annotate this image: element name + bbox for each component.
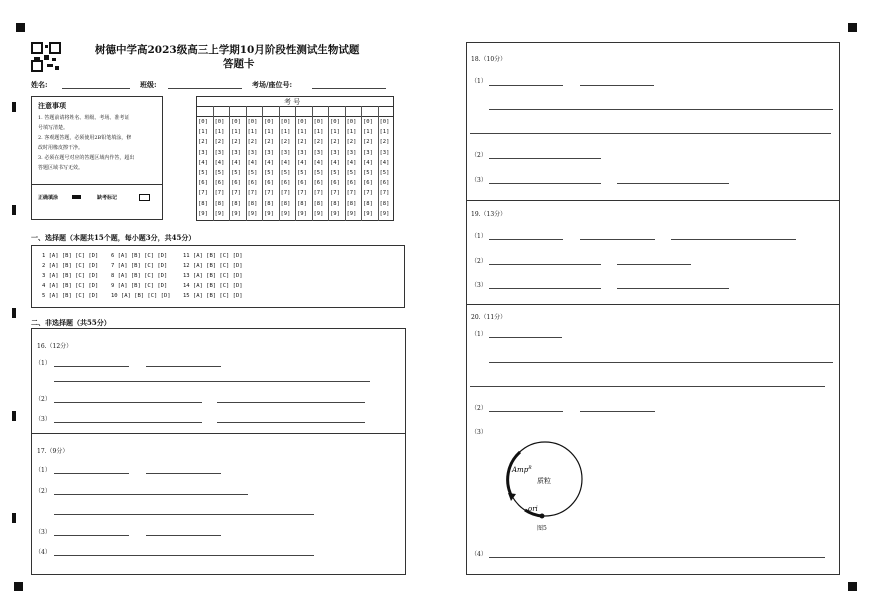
side-mark bbox=[12, 205, 16, 215]
exam-digit-bubble[interactable]: [9] bbox=[214, 210, 225, 217]
answer-line[interactable] bbox=[146, 366, 221, 367]
exam-digit-bubble[interactable]: [3] bbox=[231, 149, 241, 156]
exam-digit-bubble[interactable]: [0] bbox=[231, 119, 241, 125]
exam-digit-bubble[interactable]: [9] bbox=[231, 210, 241, 217]
exam-digit-bubble[interactable]: [8] bbox=[297, 200, 307, 207]
exam-digit-bubble[interactable]: [5] bbox=[330, 170, 340, 176]
exam-digit-bubble[interactable]: [0] bbox=[379, 119, 390, 125]
exam-digit-bubble[interactable]: [2] bbox=[214, 139, 225, 146]
exam-digit-bubble[interactable]: [4] bbox=[379, 159, 390, 166]
exam-digit-bubble[interactable]: [4] bbox=[198, 159, 208, 166]
section2-title: 二、非选择题（共55分） bbox=[31, 318, 111, 327]
grid-col-divider bbox=[345, 106, 346, 221]
exam-digit-bubble[interactable]: [8] bbox=[231, 200, 241, 207]
notice-line: 2. 客观题答题，必须使用2B铅笔填涂，修 bbox=[38, 135, 132, 141]
q17-part-label: （4） bbox=[35, 549, 51, 556]
answer-line[interactable] bbox=[54, 494, 248, 495]
exam-digit-bubble[interactable]: [9] bbox=[346, 210, 357, 217]
exam-digit-bubble[interactable]: [3] bbox=[313, 149, 324, 156]
answer-line[interactable] bbox=[54, 473, 129, 474]
ori-dot bbox=[540, 514, 545, 519]
exam-digit-bubble[interactable]: [8] bbox=[247, 200, 258, 207]
exam-digit-bubble[interactable]: [6] bbox=[363, 180, 373, 187]
q16-part-label: （2） bbox=[35, 396, 51, 403]
exam-digit-bubble[interactable]: [0] bbox=[297, 119, 307, 125]
answer-line[interactable] bbox=[489, 239, 563, 240]
exam-digit-bubble[interactable]: [2] bbox=[346, 139, 357, 146]
exam-digit-bubble[interactable]: [7] bbox=[280, 190, 291, 197]
exam-digit-bubble[interactable]: [2] bbox=[330, 139, 340, 146]
q17-part-label: （2） bbox=[35, 488, 51, 495]
exam-digit-bubble[interactable]: [4] bbox=[346, 159, 357, 166]
exam-digit-bubble[interactable]: [2] bbox=[297, 139, 307, 146]
exam-digit-bubble[interactable]: [1] bbox=[264, 129, 274, 136]
choice-row[interactable]: 2 [A] [B] [C] [D] bbox=[42, 263, 99, 269]
choice-row[interactable]: 11 [A] [B] [C] [D] bbox=[183, 253, 243, 259]
q18-part-label: （2） bbox=[471, 152, 487, 159]
exam-digit-bubble[interactable]: [7] bbox=[346, 190, 357, 197]
q20-part-label: （2） bbox=[471, 405, 487, 412]
plasmid-center-label: 质粒 bbox=[537, 477, 551, 485]
exam-digit-bubble[interactable]: [1] bbox=[346, 129, 357, 136]
divider bbox=[31, 433, 406, 434]
page-title: 树德中学高2023级高三上学期10月阶段性测试生物试题 bbox=[95, 44, 360, 56]
corner-mark bbox=[14, 582, 23, 591]
grid-col-divider bbox=[361, 106, 362, 221]
answer-line[interactable] bbox=[54, 514, 314, 515]
q18-part-label: （1） bbox=[471, 78, 487, 85]
side-mark bbox=[12, 102, 16, 112]
exam-digit-bubble[interactable]: [0] bbox=[214, 119, 225, 125]
q17-part-label: （1） bbox=[35, 467, 51, 474]
name-field[interactable] bbox=[62, 88, 130, 89]
answer-line[interactable] bbox=[489, 183, 601, 184]
answer-line[interactable] bbox=[217, 402, 365, 403]
exam-digit-bubble[interactable]: [1] bbox=[247, 129, 258, 136]
choice-row[interactable]: 9 [A] [B] [C] [D] bbox=[111, 283, 168, 289]
exam-digit-bubble[interactable]: [6] bbox=[313, 180, 324, 187]
q19-part-label: （1） bbox=[471, 233, 487, 240]
exam-digit-bubble[interactable]: [1] bbox=[297, 129, 307, 136]
exam-digit-bubble[interactable]: [1] bbox=[313, 129, 324, 136]
notice-line: 3. 必须在题号对应的答题区域内作答，超出 bbox=[38, 155, 135, 161]
grid-col-divider bbox=[279, 106, 280, 221]
grid-col-divider bbox=[229, 106, 230, 221]
exam-digit-bubble[interactable]: [5] bbox=[346, 170, 357, 176]
choice-row[interactable]: 3 [A] [B] [C] [D] bbox=[42, 273, 99, 279]
exam-digit-bubble[interactable]: [2] bbox=[313, 139, 324, 146]
exam-digit-bubble[interactable]: [6] bbox=[280, 180, 291, 187]
amp-arrow bbox=[508, 452, 520, 497]
answer-line[interactable] bbox=[54, 366, 129, 367]
q19-title: 19.（13分） bbox=[471, 211, 507, 218]
class-field[interactable] bbox=[168, 88, 242, 89]
exam-digit-bubble[interactable]: [1] bbox=[214, 129, 225, 136]
exam-digit-bubble[interactable]: [8] bbox=[363, 200, 373, 207]
exam-digit-bubble[interactable]: [6] bbox=[346, 180, 357, 187]
answer-line[interactable] bbox=[617, 183, 729, 184]
answer-line[interactable] bbox=[489, 264, 601, 265]
exam-digit-bubble[interactable]: [7] bbox=[330, 190, 340, 197]
exam-digit-bubble[interactable]: [0] bbox=[363, 119, 373, 125]
exam-digit-bubble[interactable]: [8] bbox=[330, 200, 340, 207]
choice-row[interactable]: 4 [A] [B] [C] [D] bbox=[42, 283, 99, 289]
answer-line[interactable] bbox=[580, 239, 655, 240]
choice-row[interactable]: 10 [A] [B] [C] [D] bbox=[111, 293, 171, 299]
absent-mark-checkbox[interactable] bbox=[139, 194, 150, 201]
exam-digit-bubble[interactable]: [9] bbox=[264, 210, 274, 217]
exam-digit-bubble[interactable]: [5] bbox=[264, 170, 274, 176]
exam-digit-bubble[interactable]: [5] bbox=[313, 170, 324, 176]
choice-col-3 bbox=[183, 251, 243, 301]
exam-digit-bubble[interactable]: [8] bbox=[346, 200, 357, 207]
exam-digit-bubble[interactable]: [4] bbox=[280, 159, 291, 166]
exam-digit-bubble[interactable]: [1] bbox=[363, 129, 373, 136]
exam-digit-bubble[interactable]: [1] bbox=[379, 129, 390, 136]
exam-digit-bubble[interactable]: [8] bbox=[379, 200, 390, 207]
grid-col-divider bbox=[328, 106, 329, 221]
q19-part-label: （3） bbox=[471, 282, 487, 289]
exam-digit-bubble[interactable]: [2] bbox=[379, 139, 390, 146]
grid-col-divider bbox=[312, 106, 313, 221]
exam-digit-bubble[interactable]: [4] bbox=[297, 159, 307, 166]
choice-row[interactable]: 7 [A] [B] [C] [D] bbox=[111, 263, 168, 269]
exam-digit-bubble[interactable]: [5] bbox=[198, 170, 208, 176]
choice-row[interactable]: 15 [A] [B] [C] [D] bbox=[183, 293, 243, 299]
answer-line[interactable] bbox=[617, 264, 691, 265]
exam-digit-bubble[interactable]: [5] bbox=[297, 170, 307, 176]
answer-line[interactable] bbox=[54, 555, 314, 556]
answer-line[interactable] bbox=[470, 386, 825, 387]
exam-digit-bubble[interactable]: [6] bbox=[214, 180, 225, 187]
answer-line[interactable] bbox=[580, 85, 654, 86]
exam-digit-bubble[interactable]: [4] bbox=[313, 159, 324, 166]
q20-part-label: （3） bbox=[471, 429, 487, 436]
choice-col-1 bbox=[42, 251, 98, 301]
page-subtitle: 答题卡 bbox=[223, 58, 255, 70]
answer-line[interactable] bbox=[54, 535, 129, 536]
q16-title: 16.（12分） bbox=[37, 343, 73, 350]
exam-digit-bubble[interactable]: [0] bbox=[346, 119, 357, 125]
exam-digit-bubble[interactable]: [6] bbox=[247, 180, 258, 187]
exam-digit-bubble[interactable]: [0] bbox=[330, 119, 340, 125]
q17-title: 17.（9分） bbox=[37, 448, 69, 455]
exam-digit-bubble[interactable]: [4] bbox=[214, 159, 225, 166]
exam-digit-bubble[interactable]: [3] bbox=[198, 149, 208, 156]
choice-row[interactable]: 14 [A] [B] [C] [D] bbox=[183, 283, 243, 289]
exam-digit-bubble[interactable]: [6] bbox=[297, 180, 307, 187]
answer-line[interactable] bbox=[489, 411, 563, 412]
exam-digit-bubble[interactable]: [3] bbox=[379, 149, 390, 156]
q20-part-label: （1） bbox=[471, 331, 487, 338]
exam-digit-bubble[interactable]: [8] bbox=[313, 200, 324, 207]
exam-digit-bubble[interactable]: [0] bbox=[264, 119, 274, 125]
exam-digit-bubble[interactable]: [0] bbox=[247, 119, 258, 125]
exam-digit-bubble[interactable]: [3] bbox=[346, 149, 357, 156]
exam-digit-bubble[interactable]: [7] bbox=[214, 190, 225, 197]
choice-row[interactable]: 12 [A] [B] [C] [D] bbox=[183, 263, 243, 269]
choice-row[interactable]: 1 [A] [B] [C] [D] bbox=[42, 253, 99, 259]
exam-digit-bubble[interactable]: [5] bbox=[379, 170, 390, 176]
grid-col-divider bbox=[378, 106, 379, 221]
corner-mark bbox=[848, 23, 857, 32]
choice-row[interactable]: 8 [A] [B] [C] [D] bbox=[111, 273, 168, 279]
plasmid-diagram bbox=[500, 437, 595, 522]
exam-digit-bubble[interactable]: [9] bbox=[363, 210, 373, 217]
exam-digit-bubble[interactable]: [0] bbox=[198, 119, 208, 125]
exam-digit-bubble[interactable]: [7] bbox=[231, 190, 241, 197]
exam-digit-bubble[interactable]: [8] bbox=[280, 200, 291, 207]
answer-line[interactable] bbox=[470, 133, 831, 134]
grid-col-divider bbox=[295, 106, 296, 221]
figure-caption: 图5 bbox=[537, 525, 547, 532]
exam-digit-bubble[interactable]: [5] bbox=[363, 170, 373, 176]
q20-part-label: （4） bbox=[471, 551, 487, 558]
notice-line: 号填写清楚。 bbox=[38, 125, 69, 131]
exam-digit-bubble[interactable]: [0] bbox=[280, 119, 291, 125]
answer-line[interactable] bbox=[217, 422, 365, 423]
absent-mark-label: 缺考标记 bbox=[97, 195, 118, 201]
section1-title: 一、选择题（本题共15个题，每小题3分，共45分） bbox=[31, 233, 196, 242]
exam-digit-bubble[interactable]: [4] bbox=[363, 159, 373, 166]
exam-digit-bubble[interactable]: [9] bbox=[313, 210, 324, 217]
exam-digit-bubble[interactable]: [6] bbox=[330, 180, 340, 187]
ori-label: ori bbox=[528, 505, 538, 513]
exam-digit-bubble[interactable]: [2] bbox=[264, 139, 274, 146]
exam-digit-bubble[interactable]: [3] bbox=[297, 149, 307, 156]
divider bbox=[466, 304, 840, 305]
notice-lines bbox=[38, 113, 162, 173]
correct-fill-sample bbox=[72, 195, 81, 199]
choice-row[interactable]: 6 [A] [B] [C] [D] bbox=[111, 253, 168, 259]
answer-line[interactable] bbox=[489, 109, 833, 110]
answer-line[interactable] bbox=[54, 402, 202, 403]
exam-digit-bubble[interactable]: [5] bbox=[214, 170, 225, 176]
answer-line[interactable] bbox=[146, 535, 221, 536]
q18-title: 18.（10分） bbox=[471, 56, 507, 63]
exam-digit-bubble[interactable]: [9] bbox=[280, 210, 291, 217]
q16-part-label: （1） bbox=[35, 360, 51, 367]
exam-digit-bubble[interactable]: [5] bbox=[231, 170, 241, 176]
notice-line: 改时用橡皮擦干净。 bbox=[38, 145, 84, 151]
exam-digit-bubble[interactable]: [2] bbox=[198, 139, 208, 146]
exam-digit-bubble[interactable]: [3] bbox=[330, 149, 340, 156]
amp-label: Amp$^R$ bbox=[512, 466, 532, 474]
answer-line[interactable] bbox=[54, 422, 202, 423]
side-mark bbox=[12, 411, 16, 421]
grid-col-divider bbox=[262, 106, 263, 221]
side-mark bbox=[12, 513, 16, 523]
answer-line[interactable] bbox=[580, 411, 655, 412]
notice-line: 答题区域书写无效。 bbox=[38, 165, 84, 171]
exam-digit-bubble[interactable]: [8] bbox=[198, 200, 208, 207]
exam-digit-bubble[interactable]: [3] bbox=[264, 149, 274, 156]
exam-digit-bubble[interactable]: [1] bbox=[231, 129, 241, 136]
answer-line[interactable] bbox=[489, 85, 563, 86]
exam-digit-bubble[interactable]: [3] bbox=[280, 149, 291, 156]
grid-col-divider bbox=[246, 106, 247, 221]
exam-digit-bubble[interactable]: [6] bbox=[379, 180, 390, 187]
exam-digit-bubble[interactable]: [7] bbox=[247, 190, 258, 197]
exam-digit-bubble[interactable]: [6] bbox=[231, 180, 241, 187]
exam-digit-bubble[interactable]: [3] bbox=[214, 149, 225, 156]
exam-digit-bubble[interactable]: [4] bbox=[330, 159, 340, 166]
seat-field[interactable] bbox=[312, 88, 386, 89]
answer-line[interactable] bbox=[489, 362, 833, 363]
exam-digit-bubble[interactable]: [7] bbox=[313, 190, 324, 197]
divider bbox=[466, 200, 840, 201]
exam-digit-bubble[interactable]: [5] bbox=[280, 170, 291, 176]
exam-digit-bubble[interactable]: [7] bbox=[379, 190, 390, 197]
answer-line[interactable] bbox=[489, 288, 601, 289]
exam-digit-bubble[interactable]: [8] bbox=[214, 200, 225, 207]
answer-line[interactable] bbox=[671, 239, 796, 240]
exam-digit-bubble[interactable]: [6] bbox=[264, 180, 274, 187]
exam-digit-bubble[interactable]: [3] bbox=[247, 149, 258, 156]
corner-mark bbox=[16, 23, 25, 32]
exam-digit-bubble[interactable]: [1] bbox=[280, 129, 291, 136]
answer-line[interactable] bbox=[489, 337, 562, 338]
choice-row[interactable]: 5 [A] [B] [C] [D] bbox=[42, 293, 99, 299]
exam-digit-bubble[interactable]: [3] bbox=[363, 149, 373, 156]
exam-digit-bubble[interactable]: [4] bbox=[264, 159, 274, 166]
name-label: 姓名: bbox=[31, 80, 48, 89]
exam-digit-bubble[interactable]: [2] bbox=[231, 139, 241, 146]
notice-title: 注意事项 bbox=[38, 101, 66, 110]
exam-digit-bubble[interactable]: [4] bbox=[231, 159, 241, 166]
side-mark bbox=[12, 308, 16, 318]
choice-col-2 bbox=[111, 251, 171, 301]
q19-part-label: （2） bbox=[471, 258, 487, 265]
exam-digit-bubble[interactable]: [2] bbox=[363, 139, 373, 146]
exam-digit-bubble[interactable]: [9] bbox=[297, 210, 307, 217]
exam-digit-bubble[interactable]: [5] bbox=[247, 170, 258, 176]
exam-digit-bubble[interactable]: [6] bbox=[198, 180, 208, 187]
exam-digit-bubble[interactable]: [1] bbox=[198, 129, 208, 136]
exam-digit-bubble[interactable]: [7] bbox=[297, 190, 307, 197]
exam-digit-bubble[interactable]: [2] bbox=[280, 139, 291, 146]
exam-digit-bubble[interactable]: [7] bbox=[363, 190, 373, 197]
exam-digit-bubble[interactable]: [4] bbox=[247, 159, 258, 166]
choice-row[interactable]: 13 [A] [B] [C] [D] bbox=[183, 273, 243, 279]
answer-line[interactable] bbox=[489, 158, 601, 159]
notice-line: 1. 答题前请将姓名、班级、考场、准考证 bbox=[38, 115, 130, 121]
q16-part-label: （3） bbox=[35, 416, 51, 423]
grid-col-divider bbox=[213, 106, 214, 221]
answer-line[interactable] bbox=[617, 288, 729, 289]
correct-fill-label: 正确填涂 bbox=[38, 195, 59, 201]
divider bbox=[31, 184, 163, 185]
answer-line[interactable] bbox=[146, 473, 221, 474]
corner-mark bbox=[848, 582, 857, 591]
exam-digit-bubble[interactable]: [9] bbox=[198, 210, 208, 217]
exam-digit-bubble[interactable]: [9] bbox=[330, 210, 340, 217]
exam-digit-bubble[interactable]: [9] bbox=[379, 210, 390, 217]
exam-digit-bubble[interactable]: [7] bbox=[198, 190, 208, 197]
exam-digit-bubble[interactable]: [2] bbox=[247, 139, 258, 146]
exam-digit-bubble[interactable]: [0] bbox=[313, 119, 324, 125]
q20-title: 20.（11分） bbox=[471, 314, 507, 321]
class-label: 班级: bbox=[140, 80, 157, 89]
seat-label: 考场/座位号: bbox=[252, 80, 293, 89]
answer-line[interactable] bbox=[489, 557, 825, 558]
q17-part-label: （3） bbox=[35, 529, 51, 536]
exam-digit-bubble[interactable]: [7] bbox=[264, 190, 274, 197]
q18-part-label: （3） bbox=[471, 177, 487, 184]
exam-number-label: 考 号 bbox=[284, 98, 301, 106]
exam-digit-bubble[interactable]: [8] bbox=[264, 200, 274, 207]
answer-line[interactable] bbox=[54, 381, 370, 382]
exam-digit-bubble[interactable]: [9] bbox=[247, 210, 258, 217]
exam-digit-bubble[interactable]: [1] bbox=[330, 129, 340, 136]
qr-code bbox=[31, 42, 61, 72]
